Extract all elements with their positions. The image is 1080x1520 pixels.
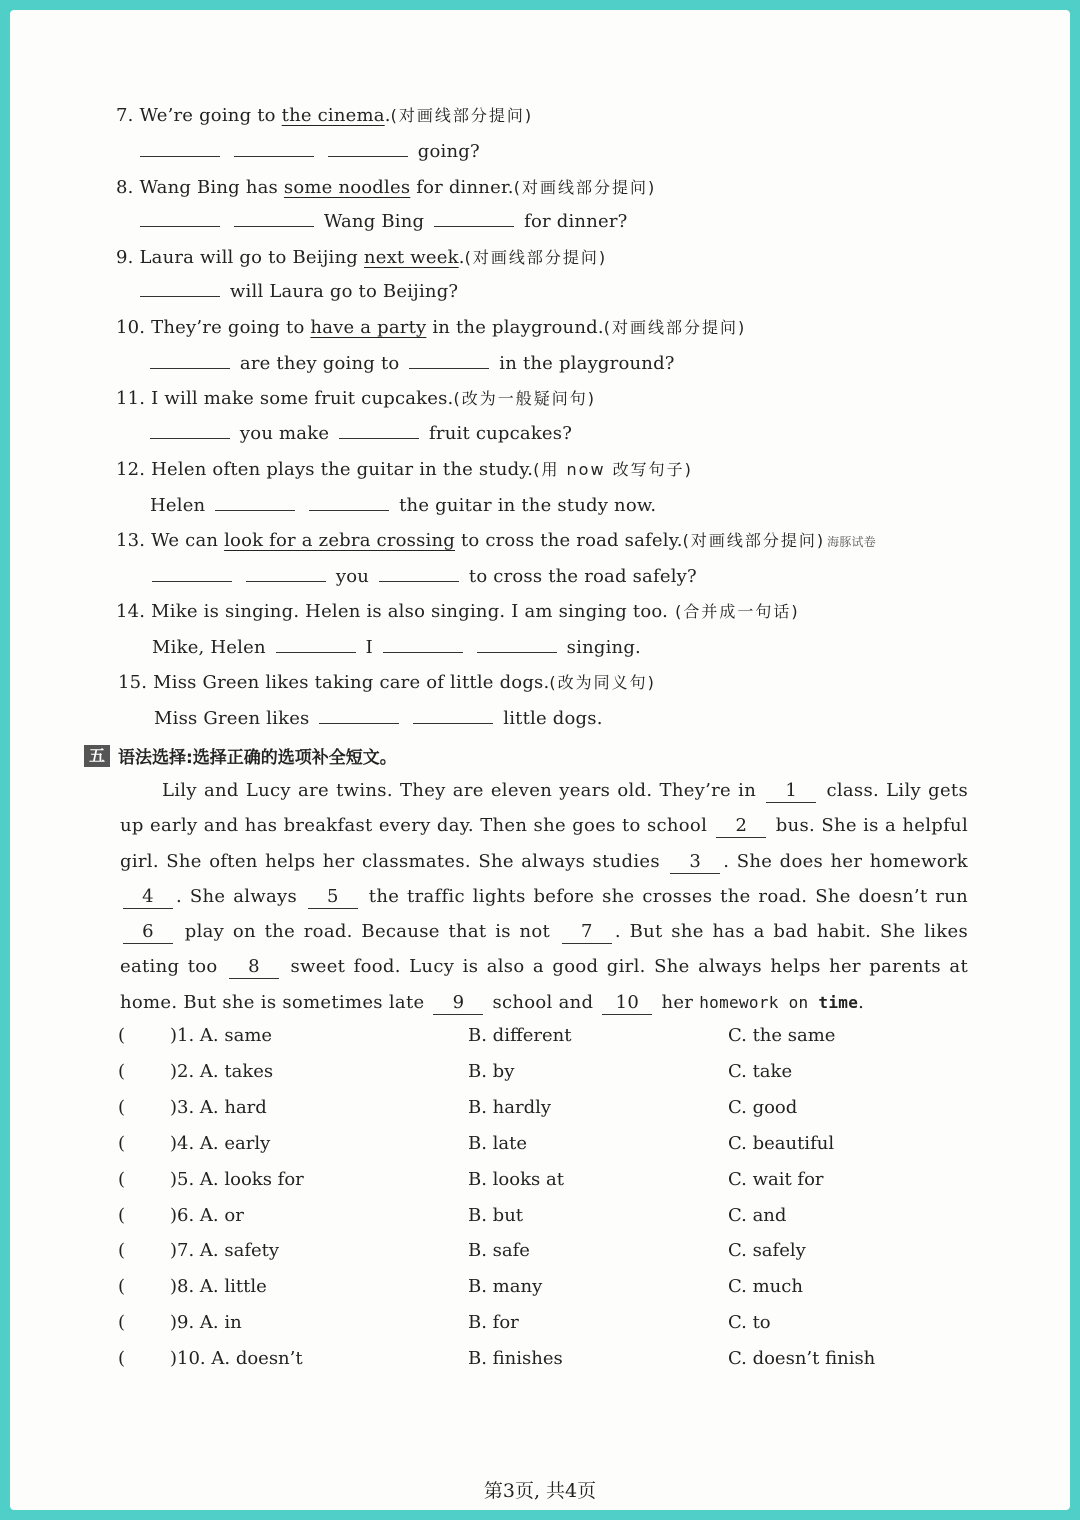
answer-9: will Laura go to Beijing? bbox=[136, 280, 458, 304]
answer-paren[interactable]: ( bbox=[118, 1061, 126, 1082]
answer-paren[interactable]: ( bbox=[118, 1276, 126, 1297]
answer-paren[interactable]: ( bbox=[118, 1169, 126, 1190]
answer-paren[interactable]: ( bbox=[118, 1025, 126, 1046]
cloze-blank[interactable]: 10 bbox=[602, 992, 652, 1015]
option-row-4: ( )4. A. early B. late C. beautiful bbox=[118, 1129, 1018, 1159]
option-row-2: ( )2. A. takes B. by C. take bbox=[118, 1057, 1018, 1087]
answer-blank[interactable] bbox=[276, 636, 356, 653]
section-title: 语法选择:选择正确的选项补全短文。 bbox=[118, 748, 397, 768]
answer-blank[interactable] bbox=[383, 636, 463, 653]
question-8: 8. Wang Bing has some noodles for dinner.(对画线部分提问) bbox=[116, 177, 657, 198]
answer-paren[interactable]: ( bbox=[118, 1205, 126, 1226]
answer-blank[interactable] bbox=[234, 140, 314, 157]
answer-blank[interactable] bbox=[379, 565, 459, 582]
answer-7: going? bbox=[136, 140, 480, 164]
option-row-9: ( )9. A. in B. for C. to bbox=[118, 1308, 1018, 1338]
answer-10: are they going to in the playground? bbox=[146, 352, 675, 376]
question-9: 9. Laura will go to Beijing next week.(对画线部分提问) bbox=[116, 247, 608, 268]
answer-blank[interactable] bbox=[309, 494, 389, 511]
question-10: 10. They’re going to have a party in the playground.(对画线部分提问) bbox=[116, 317, 747, 338]
page-footer: 第3页, 共4页 bbox=[483, 1480, 597, 1502]
answer-blank[interactable] bbox=[140, 210, 220, 227]
answer-blank[interactable] bbox=[140, 280, 220, 297]
answer-13: you to cross the road safely? bbox=[148, 565, 697, 589]
cloze-blank[interactable]: 4 bbox=[123, 886, 173, 909]
exam-page bbox=[10, 10, 1070, 1510]
cloze-blank[interactable]: 7 bbox=[562, 921, 612, 944]
cloze-blank[interactable]: 8 bbox=[229, 956, 279, 979]
cloze-passage: Lily and Lucy are twins. They are eleven years old. They’re in 1 class. Lily gets up early and has breakfast every day. Then she goes to school 2 bus. She is a helpful girl. She often helps her classmates. She always studies 3 . She does her homework 4 . She always 5 the traffic lights before she crosses the road. She doesn’t run 6 play on the road. Because that is not 7 . But she has a bad habit. She likes eating too 8 sweet food. Lucy is also a good girl. She always helps her parents at home. But she is sometimes late 9 school and 10 her homework on time. bbox=[120, 780, 969, 1013]
answer-blank[interactable] bbox=[328, 140, 408, 157]
answer-blank[interactable] bbox=[477, 636, 557, 653]
option-row-10: ( )10. A. doesn’t B. finishes C. doesn’t finish bbox=[118, 1344, 1018, 1374]
answer-15: Miss Green likes little dogs. bbox=[154, 708, 603, 729]
answer-blank[interactable] bbox=[409, 352, 489, 369]
section-badge: 五 bbox=[84, 745, 110, 767]
answer-8: Wang Bing for dinner? bbox=[136, 210, 628, 234]
option-row-3: ( )3. A. hard B. hardly C. good bbox=[118, 1093, 1018, 1123]
option-row-6: ( )6. A. or B. but C. and bbox=[118, 1201, 1018, 1231]
answer-paren[interactable]: ( bbox=[118, 1240, 126, 1261]
option-row-5: ( )5. A. looks for B. looks at C. wait for bbox=[118, 1165, 1018, 1195]
option-row-7: ( )7. A. safety B. safe C. safely bbox=[118, 1236, 1018, 1266]
option-row-8: ( )8. A. little B. many C. much bbox=[118, 1272, 1018, 1302]
option-row-1: ( )1. A. same B. different C. the same bbox=[118, 1021, 1018, 1051]
cloze-blank[interactable]: 5 bbox=[308, 886, 358, 909]
answer-blank[interactable] bbox=[246, 565, 326, 582]
answer-blank[interactable] bbox=[413, 707, 493, 724]
answer-blank[interactable] bbox=[339, 422, 419, 439]
question-7: 7. We’re going to the cinema.(对画线部分提问) bbox=[116, 105, 534, 126]
answer-blank[interactable] bbox=[150, 422, 230, 439]
question-12: 12. Helen often plays the guitar in the study.(用 now 改写句子) bbox=[116, 459, 693, 480]
cloze-blank[interactable]: 1 bbox=[766, 780, 816, 803]
answer-paren[interactable]: ( bbox=[118, 1097, 126, 1118]
cloze-blank[interactable]: 6 bbox=[123, 921, 173, 944]
answer-blank[interactable] bbox=[215, 494, 295, 511]
answer-12: Helen the guitar in the study now. bbox=[150, 495, 657, 516]
cloze-blank[interactable]: 2 bbox=[716, 815, 766, 838]
question-15: 15. Miss Green likes taking care of little dogs.(改为同义句) bbox=[118, 672, 656, 693]
watermark: 海豚试卷 bbox=[827, 535, 876, 549]
answer-14: Mike, Helen I singing. bbox=[152, 637, 641, 658]
answer-blank[interactable] bbox=[150, 352, 230, 369]
question-14: 14. Mike is singing. Helen is also singing. I am singing too. (合并成一句话) bbox=[116, 601, 800, 622]
question-11: 11. I will make some fruit cupcakes.(改为一般疑问句) bbox=[116, 388, 596, 409]
cloze-blank[interactable]: 9 bbox=[433, 992, 483, 1015]
answer-blank[interactable] bbox=[140, 140, 220, 157]
answer-paren[interactable]: ( bbox=[118, 1348, 126, 1369]
answer-paren[interactable]: ( bbox=[118, 1312, 126, 1333]
answer-blank[interactable] bbox=[152, 565, 232, 582]
answer-11: you make fruit cupcakes? bbox=[146, 422, 572, 446]
section-header bbox=[84, 743, 397, 768]
question-13: 13. We can look for a zebra crossing to cross the road safely.(对画线部分提问) 海豚试卷 bbox=[116, 530, 876, 551]
cloze-blank[interactable]: 3 bbox=[670, 851, 720, 874]
answer-blank[interactable] bbox=[319, 707, 399, 724]
answer-paren[interactable]: ( bbox=[118, 1133, 126, 1154]
answer-blank[interactable] bbox=[234, 210, 314, 227]
answer-blank[interactable] bbox=[434, 210, 514, 227]
